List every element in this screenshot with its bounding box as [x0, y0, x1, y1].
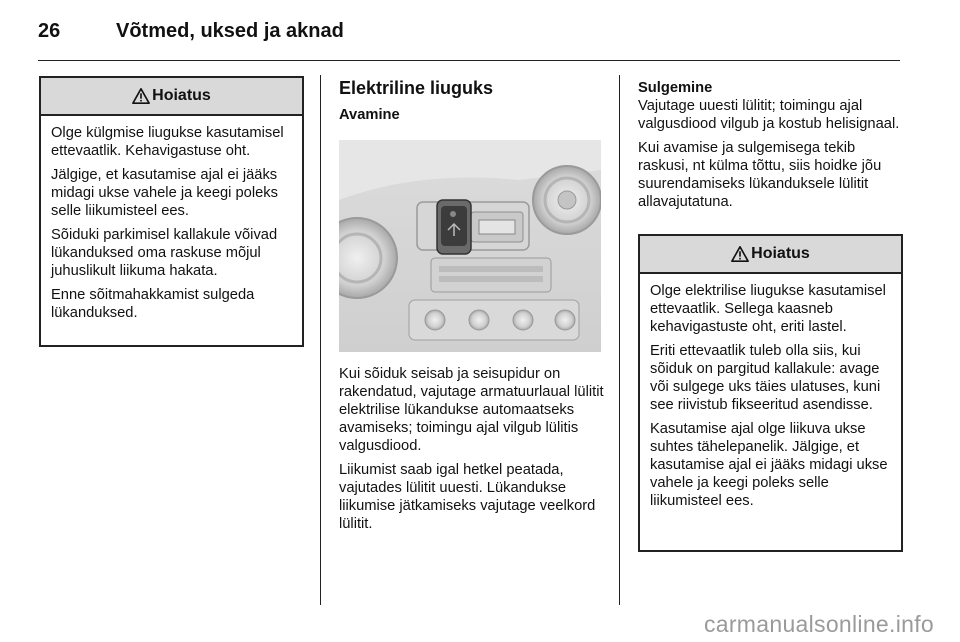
- column-divider-1: [320, 75, 321, 605]
- warning-paragraph: Kasutamise ajal olge liikuva ukse suhtes tähelepanelik. Jälgige, et kasutamise ajal ei jääks midagi ukse vahele ja keegi poleks selle liikumisteel ees.: [650, 421, 888, 509]
- warning-paragraph: Enne sõitmahakkamist sulgeda lükanduksed.: [51, 287, 255, 321]
- warning-box-left: [39, 76, 304, 347]
- body-paragraph: Vajutage uuesti lülitit; toimingu ajal valgusdiood vilgub ja kostub helisignaal.: [638, 98, 900, 132]
- warning-title: Hoiatus: [152, 87, 211, 104]
- dashboard-switch-illustration: [339, 140, 601, 352]
- right-body: [638, 79, 902, 217]
- warning-paragraph: Olge külgmise liugukse kasutamisel ettevaatlik. Kehavigastuse oht.: [51, 125, 284, 159]
- watermark: carmanualsonline.info: [703, 611, 934, 637]
- header-rule: [38, 60, 900, 61]
- body-paragraph: Liikumist saab igal hetkel peatada, vajutades lülitit uuesti. Lükandukse liikumise jätkamiseks vajutage veelkord lülitit.: [339, 462, 596, 532]
- column-divider-2: [619, 75, 620, 605]
- section-heading: Elektriline liuguks: [339, 78, 494, 98]
- warning-body: [640, 274, 901, 522]
- warning-header: [640, 236, 901, 274]
- body-paragraph: Kui sõiduk seisab ja seisupidur on rakendatud, vajutage armatuurlaual lülitit elektrilise lükandukse automaatseks avamiseks; toimingu ajal vilgub lülitis valgusdiood.: [339, 366, 604, 454]
- body-paragraph: Kui avamise ja sulgemisega tekib raskusi, nt külma tõttu, siis hoidke jõu suurendamiseks lükanduksele lülitit allavajutatuna.: [638, 140, 882, 210]
- warning-paragraph: Olge elektrilise liugukse kasutamisel ettevaatlik. Sellega kaasneb kehavigastuste oht, eriti lastel.: [650, 283, 886, 335]
- page-header: [38, 20, 344, 43]
- section-subheading: Sulgemine: [638, 80, 713, 96]
- warning-triangle-icon: [132, 87, 150, 105]
- warning-header: [41, 78, 302, 116]
- warning-title: Hoiatus: [751, 245, 810, 262]
- warning-paragraph: Jälgige, et kasutamise ajal ei jääks midagi ukse vahele ja keegi poleks selle liikumisteel ees.: [51, 167, 278, 219]
- warning-box-right: [638, 234, 903, 552]
- warning-triangle-icon: [731, 245, 749, 263]
- warning-paragraph: Sõiduki parkimisel kallakule võivad lükanduksed oma raskuse mõjul juhuslikult liikuma hakata.: [51, 227, 278, 279]
- section-subheading: Avamine: [339, 107, 400, 123]
- middle-headings: [339, 79, 601, 124]
- page-title: Võtmed, uksed ja aknad: [116, 20, 344, 42]
- middle-body: [339, 365, 609, 539]
- warning-paragraph: Eriti ettevaatlik tuleb olla siis, kui sõiduk on pargitud kallakule: avage või sulgege uks täies ulatuses, kuni see riivistub fikseeritud asendisse.: [650, 343, 881, 413]
- page-number: 26: [38, 20, 61, 42]
- warning-body: [41, 116, 302, 334]
